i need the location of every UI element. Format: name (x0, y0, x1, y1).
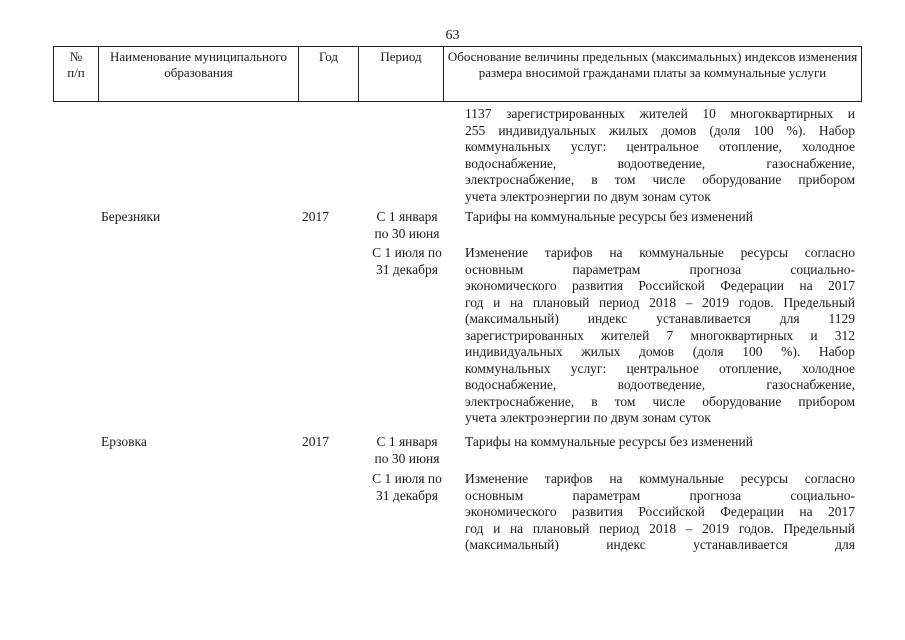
page-number: 63 (445, 28, 460, 43)
basis-first-half: Тарифы на коммунальные ресурсы без изменений (465, 209, 753, 224)
municipality-name: Ерзовка (101, 434, 147, 449)
header-period: Период (359, 47, 444, 102)
header-num: № п/п (54, 47, 99, 102)
period-first-half: С 1 января по 30 июня (374, 209, 440, 241)
period-second-half: С 1 июля по 31 декабря (372, 471, 442, 503)
period-second-half: С 1 июля по 31 декабря (372, 245, 442, 277)
basis-second-half: Изменение тарифов на коммунальные ресурсы согласно основным параметрам прогноза социально- экономического развития Российской Федерации на 2017 год и на плановый период 2018 – 2019 годов. Предельный (максимальный) индекс устанавливается для (465, 471, 855, 552)
basis-first-half: Тарифы на коммунальные ресурсы без изменений (465, 434, 753, 449)
period-first-half: С 1 января по 30 июня (374, 434, 440, 466)
row-year: 2017 (302, 434, 329, 449)
table-header (53, 46, 862, 102)
basis-second-half: Изменение тарифов на коммунальные ресурсы согласно основным параметрам прогноза социально- экономического развития Российской Федерации на 2017 год и на плановый период 2018 – 2019 годов. Предельный (максимальный) индекс устанавливается для 1129 зарегистрированных жителей 7 многоквартирных и 312 индивидуальных жилых домов (доля 100 %). Набор коммунальных услуг: центральное отопление, холодное водоснабжение, водоотведение, газоснабжение, электроснабжение, в том числе оборудование прибором учета электроэнергии по двум зонам суток (465, 245, 855, 425)
continued-basis-text: 1137 зарегистрированных жителей 10 многоквартирных и 255 индивидуальных жилых домов (доля 100 %). Набор коммунальных услуг: центральное отопление, холодное водоснабжение, водоотведение, газоснабжение, электроснабжение, в том числе оборудование прибором учета электроэнергии по двум зонам суток (465, 106, 855, 204)
header-basis: Обоснование величины предельных (максимальных) индексов изменения размера вносимой гражданами платы за коммунальные услуги (444, 47, 862, 102)
municipality-name: Березняки (101, 209, 161, 224)
header-name: Наименование муниципального образования (99, 47, 299, 102)
row-year: 2017 (302, 209, 329, 224)
header-year: Год (299, 47, 359, 102)
